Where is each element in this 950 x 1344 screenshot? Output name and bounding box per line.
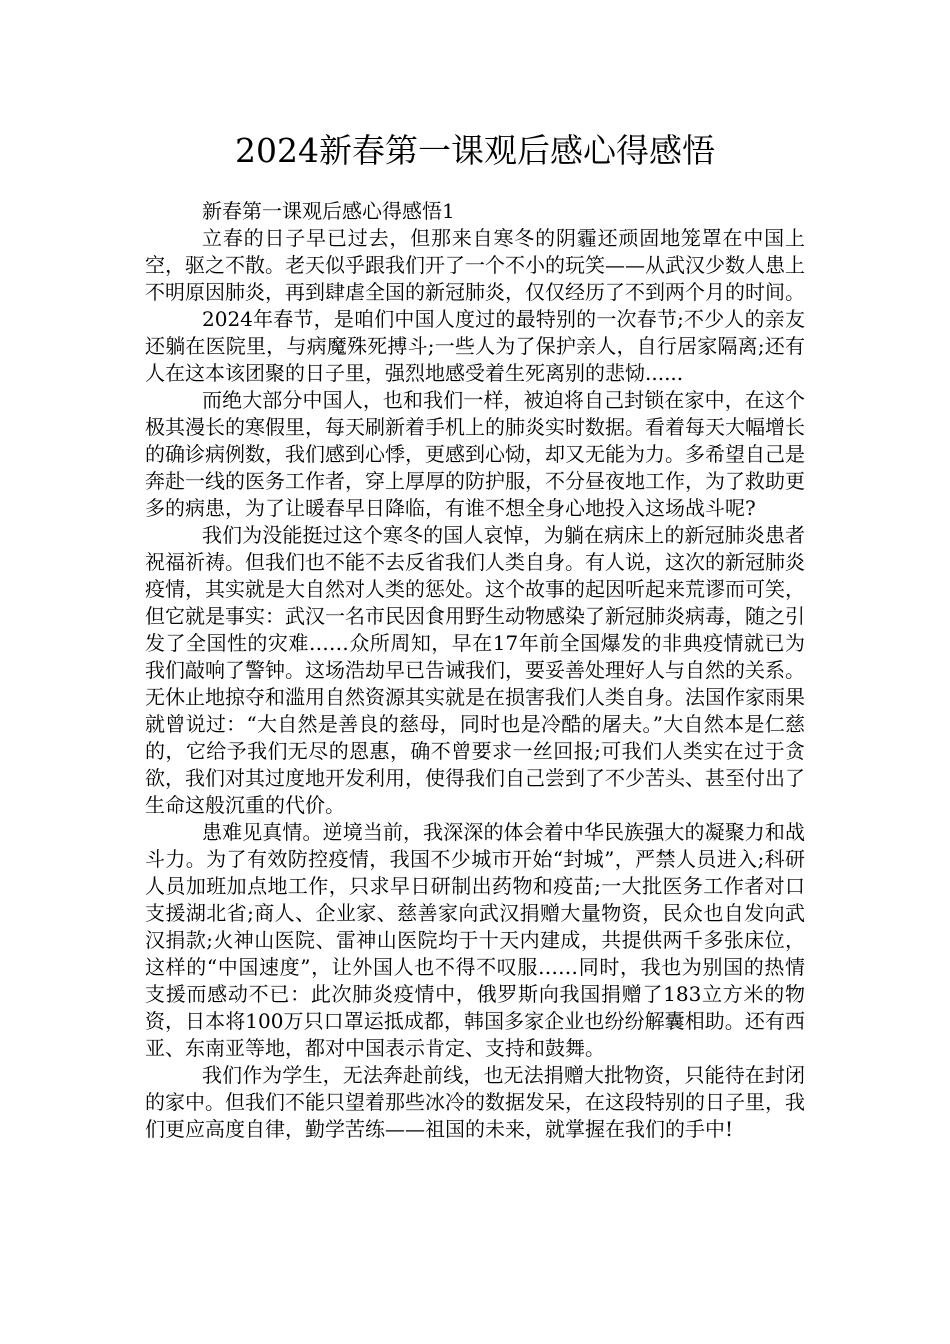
document-title: 2024新春第一课观后感心得感悟	[235, 131, 715, 170]
paragraph-2: 2024年春节，是咱们中国人度过的最特别的一次春节;不少人的亲友还躺在医院里，与病魔殊死搏斗;一些人为了保护亲人，自行居家隔离;还有人在这本该团聚的日子里，强烈地感受着生死离别的悲恸......	[145, 307, 805, 385]
paragraph-1: 立春的日子早已过去，但那来自寒冬的阴霾还顽固地笼罩在中国上空，驱之不散。老天似乎跟我们开了一个不小的玩笑——从武汉少数人患上不明原因肺炎，再到肆虐全国的新冠肺炎，仅仅经历了不到两个月的时间。	[145, 226, 805, 304]
paragraph-3: 而绝大部分中国人，也和我们一样，被迫将自己封锁在家中，在这个极其漫长的寒假里，每天刷新着手机上的肺炎实时数据。看着每天大幅增长的确诊病例数，我们感到心悸，更感到心恸，却又无能为力。多希望自己是奔赴一线的医务工作者，穿上厚厚的防护服，不分昼夜地工作，为了救助更多的病患，为了让暖春早日降临，有谁不想全身心地投入这场战斗呢?	[145, 388, 805, 520]
paragraph-6: 我们作为学生，无法奔赴前线，也无法捐赠大批物资，只能待在封闭的家中。但我们不能只望着那些冰冷的数据发呆，在这段特别的日子里，我们更应高度自律，勤学苦练——祖国的未来，就掌握在我们的手中!	[145, 1063, 805, 1141]
paragraph-4: 我们为没能挺过这个寒冬的国人哀悼，为躺在病床上的新冠肺炎患者祝福祈祷。但我们也不能不去反省我们人类自身。有人说，这次的新冠肺炎疫情，其实就是大自然对人类的惩处。这个故事的起因听起来荒谬而可笑，但它就是事实：武汉一名市民因食用野生动物感染了新冠肺炎病毒，随之引发了全国性的灾难……众所周知，早在17年前全国爆发的非典疫情就已为我们敲响了警钟。这场浩劫早已告诫我们，要妥善处理好人与自然的关系。无休止地掠夺和滥用自然资源其实就是在损害我们人类自身。法国作家雨果就曾说过：“大自然是善良的慈母，同时也是冷酷的屠夫。”大自然本是仁慈的，它给予我们无尽的恩惠，确不曾要求一丝回报;可我们人类实在过于贪欲，我们对其过度地开发利用，使得我们自己尝到了不少苦头、甚至付出了生命这般沉重的代价。	[145, 523, 805, 817]
document-page	[145, 128, 805, 1143]
section-heading: 新春第一课观后感心得感悟1	[202, 199, 455, 223]
paragraph-5: 患难见真情。逆境当前，我深深的体会着中华民族强大的凝聚力和战斗力。为了有效防控疫情，我国不少城市开始“封城”，严禁人员进入;科研人员加班加点地工作，只求早日研制出药物和疫苗;一大批医务工作者对口支援湖北省;商人、企业家、慈善家向武汉捐赠大量物资，民众也自发向武汉捐款;火神山医院、雷神山医院均于十天内建成，共提供两千多张床位，这样的“中国速度”，让外国人也不得不叹服……同时，我也为别国的热情支援而感动不已：此次肺炎疫情中，俄罗斯向我国捐赠了183立方米的物资，日本将100万只口罩运抵成都，韩国多家企业也纷纷解囊相助。还有西亚、东南亚等地，都对中国表示肯定、支持和鼓舞。	[145, 820, 805, 1060]
